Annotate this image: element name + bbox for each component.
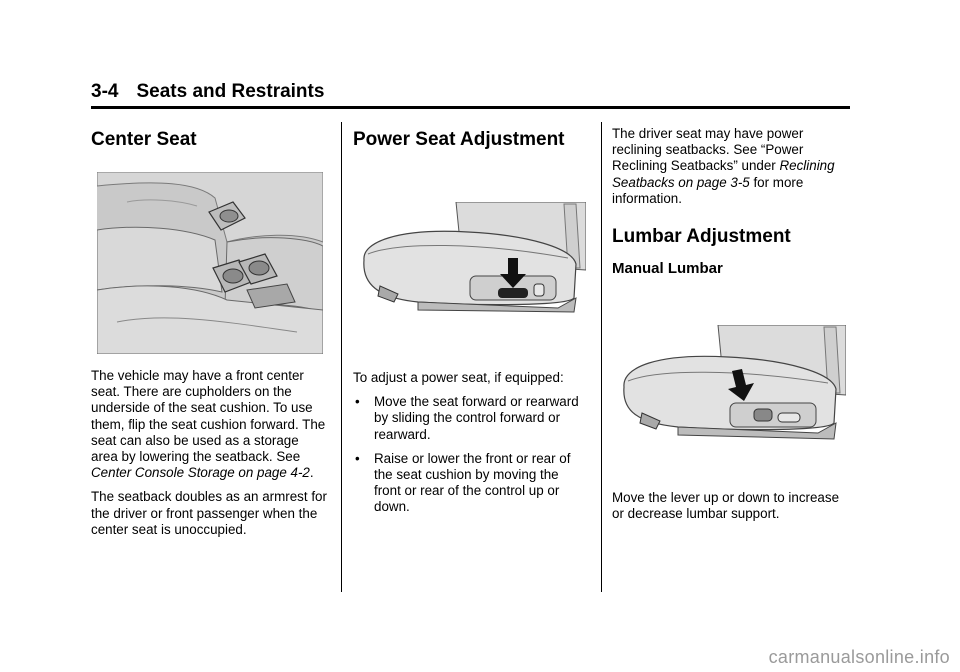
watermark: carmanualsonline.info <box>768 647 950 667</box>
column-divider-1 <box>341 122 342 592</box>
power-seat-intro: To adjust a power seat, if equipped: <box>353 370 564 385</box>
header-text <box>91 80 850 104</box>
power-seat-text <box>353 370 589 516</box>
lumbar-text <box>612 490 850 522</box>
column-power-seat <box>353 122 589 152</box>
center-seat-text <box>91 368 327 538</box>
center-seat-paragraph-2: The seatback doubles as an armrest for the driver or front passenger when the center seat is unoccupied. <box>91 489 327 537</box>
lumbar-paragraph: Move the lever up or down to increase or decrease lumbar support. <box>612 490 840 522</box>
power-seat-heading: Power Seat Adjustment <box>353 129 565 150</box>
column-divider-2 <box>601 122 602 592</box>
center-seat-paragraph-1: The vehicle may have a front center seat. There are cupholders on the underside of the seat cushion. To use them, flip the seat cushion forward. The seat can also be used as a storage area by lowering the seatback. See Center Console Storage on page 4-2. <box>91 368 326 481</box>
center-console-ref[interactable]: Center Console Storage on page 4-2 <box>91 465 310 481</box>
lumbar-heading: Lumbar Adjustment <box>612 226 791 248</box>
page-number: 3-4 <box>91 81 119 102</box>
list-item: • Raise or lower the front or rear of the seat cushion by moving the front or rear of the control up or down. <box>355 450 571 515</box>
center-seat-heading: Center Seat <box>91 129 197 150</box>
power-seat-bullets <box>353 394 589 515</box>
section-title: Seats and Restraints <box>136 81 325 102</box>
list-item: • Move the seat forward or rearward by sliding the control forward or rearward. <box>355 394 579 442</box>
reclining-paragraph: The driver seat may have power reclining seatbacks. See “Power Reclining Seatbacks” under Reclining Seatbacks on page 3-5 for more information. <box>612 126 835 206</box>
power-seat-figure <box>358 202 586 314</box>
column-lumbar <box>612 122 850 279</box>
manual-lumbar-subheading: Manual Lumbar <box>612 260 723 278</box>
reclining-seatbacks-ref[interactable]: Reclining Seatbacks on page 3-5 <box>612 158 835 190</box>
center-seat-figure <box>97 172 323 354</box>
lumbar-figure <box>618 325 846 441</box>
header-rule <box>91 106 850 109</box>
page-header <box>91 80 850 104</box>
column-center-seat <box>91 122 327 152</box>
